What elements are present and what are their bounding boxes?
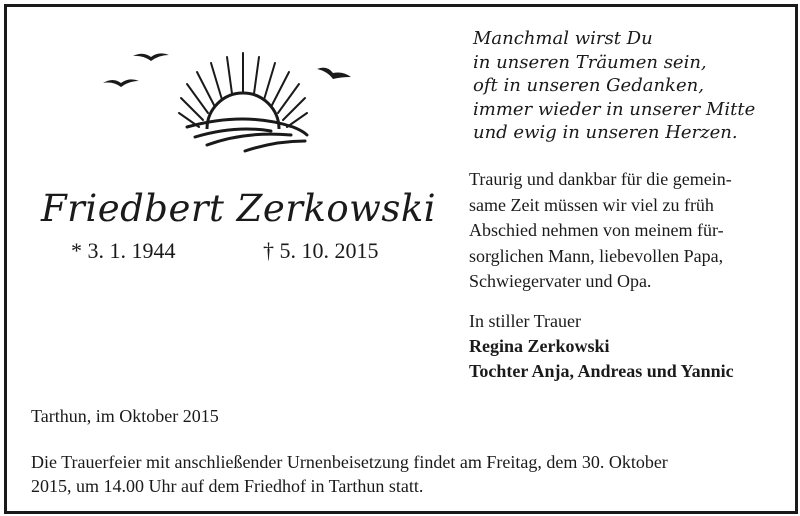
sunset-birds-icon bbox=[95, 41, 365, 161]
funeral-info bbox=[31, 450, 791, 498]
poem-line: und ewig in unseren Herzen. bbox=[473, 122, 738, 143]
message-paragraph bbox=[469, 167, 794, 295]
message-line: Traurig und dankbar für die gemein- bbox=[469, 169, 732, 189]
poem-line: immer wieder in unserer Mitte bbox=[473, 98, 756, 120]
poem bbox=[473, 27, 793, 145]
obituary-frame bbox=[4, 4, 798, 514]
mourners-block bbox=[469, 309, 794, 384]
deceased-name: Friedbert Zerkowski bbox=[41, 187, 437, 230]
birth-date: * 3. 1. 1944 bbox=[71, 238, 176, 263]
bird-icon bbox=[133, 53, 169, 61]
mourner-primary: Regina Zerkowski bbox=[469, 336, 610, 356]
message-line: Schwiegervater und Opa. bbox=[469, 271, 652, 291]
poem-line: oft in unseren Gedanken, bbox=[473, 75, 704, 96]
poem-line: Manchmal wirst Du bbox=[473, 28, 653, 49]
death-date: † 5. 10. 2015 bbox=[263, 238, 379, 263]
mourners-intro: In stiller Trauer bbox=[469, 311, 581, 331]
funeral-info-line: 2015, um 14.00 Uhr auf dem Friedhof in Tarthun statt. bbox=[31, 476, 424, 496]
message-line: sorglichen Mann, liebevollen Papa, bbox=[469, 245, 724, 266]
place-date: Tarthun, im Oktober 2015 bbox=[31, 406, 219, 426]
bird-icon bbox=[317, 68, 351, 79]
sun-disk bbox=[207, 93, 279, 129]
funeral-info-line: Die Trauerfeier mit anschließender Urnenbeisetzung findet am Freitag, dem 30. Oktober bbox=[31, 452, 668, 472]
mourner-family: Tochter Anja, Andreas und Yannic bbox=[469, 361, 734, 381]
message-line: same Zeit müssen wir viel zu früh bbox=[469, 194, 714, 215]
bird-icon bbox=[103, 79, 139, 87]
poem-line: in unseren Träumen sein, bbox=[473, 51, 707, 73]
message-line: Abschied nehmen von meinem für- bbox=[469, 220, 724, 240]
